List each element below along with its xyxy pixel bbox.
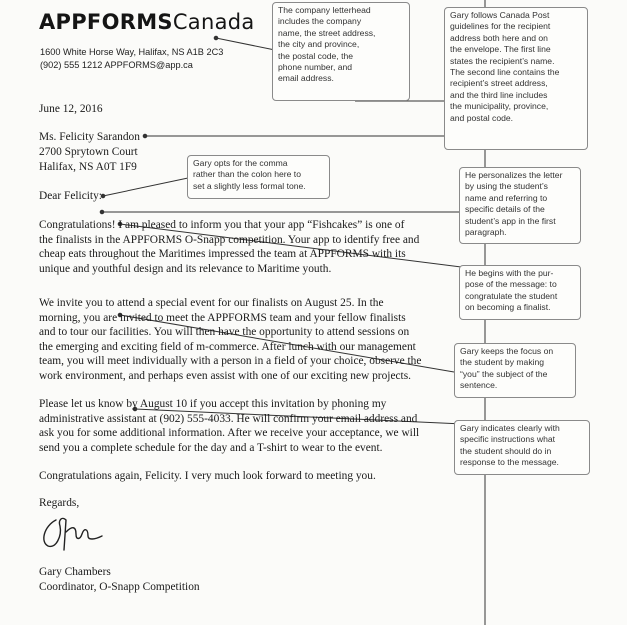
paragraph-line: Congratulations! I am pleased to inform you that your app “Fishcakes” is one of xyxy=(39,219,405,231)
callout-recipient-address: Gary follows Canada Post guidelines for the recipient address both here and on the envelope. The first line states the recipient’s name. The second line contains the recipient’s street address, and the third line includes the municipality, province, and postal code. xyxy=(444,7,588,150)
paragraph-line: the finalists in the APPFORMS O-Snapp competition. Your app to identify free and xyxy=(39,233,420,246)
paragraph-line: team, you will meet individually with a person in a field of your choice, observe the xyxy=(39,355,422,367)
paragraph-2 xyxy=(39,296,441,383)
paragraph-line: work environment, and perhaps even assist with one of our exciting new projects. xyxy=(39,369,411,382)
signer-name: Gary Chambers xyxy=(39,566,111,578)
connector-comma xyxy=(103,178,188,196)
company-address: 1600 White Horse Way, Halifax, NS A1B 2C3 xyxy=(40,47,224,57)
paragraph-line: morning, you are invited to meet the APPFORMS team and your fellow finalists xyxy=(39,311,406,324)
company-logo: APPFORMSCanada xyxy=(39,10,255,34)
paragraph-4 xyxy=(39,469,441,484)
paragraph-line: Congratulations again, Felicity. I very much look forward to meeting you. xyxy=(39,470,376,482)
paragraph-line: unique and youthful design and its relevance to Maritime youth. xyxy=(39,262,332,275)
recipient-city: Halifax, NS A0T 1F9 xyxy=(39,161,137,173)
paragraph-line: and to tour our facilities. You will then have the opportunity to attend sessions on xyxy=(39,326,410,338)
paragraph-line: administrative assistant at (902) 555-4033. He will confirm your email address and xyxy=(39,412,418,425)
paragraph-3 xyxy=(39,397,441,455)
paragraph-line: send you a complete schedule for the day and a T-shirt to wear to the event. xyxy=(39,441,383,454)
callout-letterhead: The company letterhead includes the company name, the street address, the city and province, the postal code, the phone number, and email address. xyxy=(272,2,410,101)
closing: Regards, xyxy=(39,497,80,509)
callout-purpose: He begins with the pur- pose of the message: to congratulate the student on becoming a finalist. xyxy=(459,265,581,320)
paragraph-line: Please let us know by August 10 if you accept this invitation by phoning my xyxy=(39,398,387,410)
callout-focus: Gary keeps the focus on the student by making “you” the subject of the sentence. xyxy=(454,343,576,398)
recipient-name: Ms. Felicity Sarandon xyxy=(39,131,140,143)
paragraph-line: cheap eats throughout the Maritimes impressed the team at APPFORMS with its xyxy=(39,248,406,260)
callout-comma: Gary opts for the comma rather than the colon here to set a slightly less formal tone. xyxy=(187,155,330,199)
paragraph-line: We invite you to attend a special event for our finalists on August 25. In the xyxy=(39,297,384,309)
callout-instructions: Gary indicates clearly with specific instructions what the student should do in response to the message. xyxy=(454,420,590,475)
salutation: Dear Felicity: xyxy=(39,190,102,202)
paragraph-1 xyxy=(39,218,441,276)
paragraph-line: ask you for some additional information. After we receive your acceptance, we will xyxy=(39,427,420,439)
connector-letterhead xyxy=(216,38,275,50)
paragraph-line: the emerging and exciting field of m-commerce. After lunch with our management xyxy=(39,340,416,353)
recipient-street: 2700 Sprytown Court xyxy=(39,146,138,158)
signer-title: Coordinator, O-Snapp Competition xyxy=(39,581,200,593)
callout-personalize: He personalizes the letter by using the student’s name and referring to specific details of the student’s app in the first paragraph. xyxy=(459,167,581,244)
company-contact: (902) 555 1212 APPFORMS@app.ca xyxy=(40,60,193,70)
handwritten-signature xyxy=(36,512,106,554)
letter-date: June 12, 2016 xyxy=(39,103,103,115)
